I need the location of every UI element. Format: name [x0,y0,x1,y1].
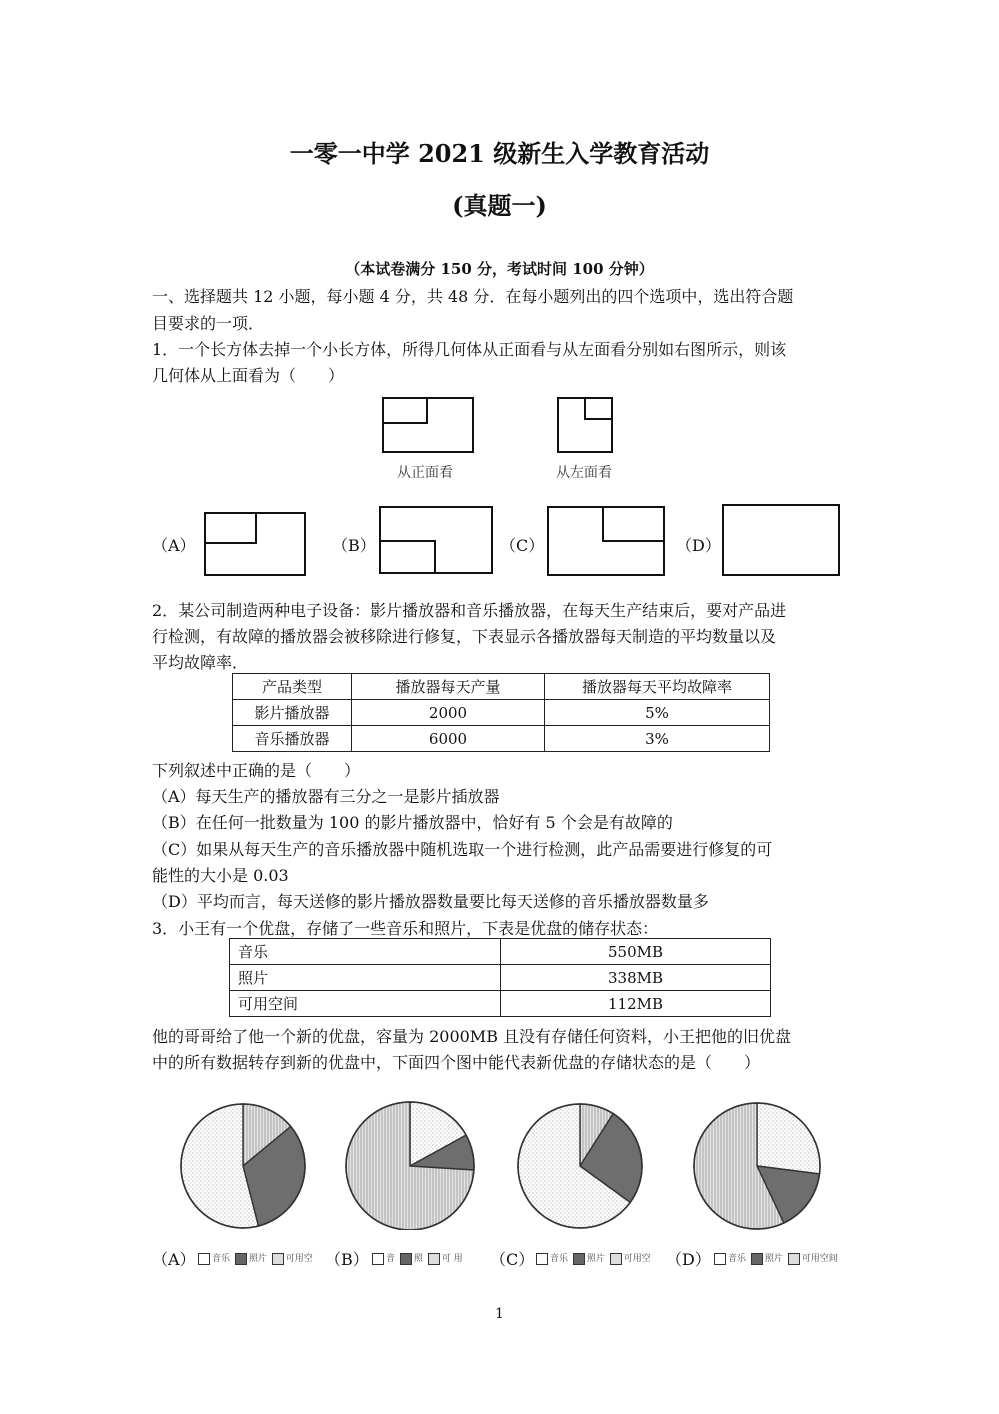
q1-option-c-label: （C） [500,536,545,555]
table-cell: 338MB [501,965,771,991]
q1-text-line-1: 1．一个长方体去掉一个小长方体，所得几何体从正面看与从左面看分别如右图所示，则该 [152,340,787,359]
table-cell: 可用空间 [230,991,501,1017]
legend-label: 照 [413,1254,423,1264]
q1-option-a-figure[interactable] [203,511,307,577]
q2-text-line-2: 行检测，有故障的播放器会被移除进行修复，下表显示各播放器每天制造的平均数量以及 [152,627,777,646]
q3-legend-b [370,1251,463,1265]
free-space-swatch [272,1253,284,1265]
pie-d-slice-music [757,1103,820,1174]
table-row [230,965,771,991]
q2-question: 下列叙述中正确的是（ ） [152,761,361,780]
front-view-caption: 从正面看 [397,465,453,481]
music-swatch [536,1253,548,1265]
q3-text-line-2: 他的哥哥给了他一个新的优盘，容量为 2000MB 且没有存储任何资料，小王把他的旧优盘 [152,1027,792,1046]
legend-label: 可用空间 [801,1254,838,1264]
q3-option-d-label[interactable]: （D） [666,1250,711,1269]
left-view-caption: 从左面看 [556,465,612,481]
page-number: 1 [495,1306,504,1322]
free-space-swatch [788,1253,800,1265]
table-cell: 音乐 [230,939,501,965]
photo-swatch [573,1253,585,1265]
photo-swatch [751,1253,763,1265]
legend-label: 照片 [586,1254,605,1264]
table-cell: 6000 [352,726,545,752]
q1-option-a-label: （A） [152,536,196,555]
music-swatch [372,1253,384,1265]
legend-label: 可用空 [623,1254,651,1264]
table-cell: 5% [545,700,770,726]
q1-option-d-figure[interactable] [721,503,841,577]
q3-option-a-label[interactable]: （A） [152,1250,196,1269]
q2-table [232,673,770,752]
table-header-cell: 播放器每天产量 [352,674,545,700]
legend-label: 音乐 [550,1254,569,1264]
table-cell: 3% [545,726,770,752]
legend-label: 音乐 [212,1254,231,1264]
q2-option-c-line-1[interactable]: （C）如果从每天生产的音乐播放器中随机选取一个进行检测，此产品需要进行修复的可 [152,840,773,859]
table-row [230,991,771,1017]
q2-option-b[interactable]: （B）在任何一批数量为 100 的影片播放器中，恰好有 5 个会是有故障的 [152,813,673,832]
table-row [233,700,770,726]
q2-option-c-line-2: 能性的大小是 0.03 [152,866,289,885]
table-cell: 2000 [352,700,545,726]
table-cell: 影片播放器 [233,700,352,726]
table-cell: 550MB [501,939,771,965]
q3-text-line-3: 中的所有数据转存到新的优盘中，下面四个图中能代表新优盘的存储状态的是（ ） [152,1053,761,1072]
q3-table [229,938,771,1017]
section-intro-line-2: 目要求的一项． [152,314,265,333]
q2-text-line-3: 平均故障率． [152,653,249,672]
page-subtitle: (真题一) [452,191,547,220]
legend-label: 音 [386,1254,396,1264]
q3-option-b-label[interactable]: （B） [325,1250,369,1269]
q3-legend-c [534,1251,651,1265]
q2-option-d[interactable]: （D）平均而言，每天送修的影片播放器数量要比每天送修的音乐播放器数量多 [152,892,709,911]
q3-option-c-label[interactable]: （C） [490,1250,535,1269]
front-view-figure [380,395,480,455]
table-cell: 照片 [230,965,501,991]
q1-option-b-label: （B） [332,536,376,555]
legend-label: 音乐 [728,1254,747,1264]
exam-info: （本试卷满分 150 分，考试时间 100 分钟） [345,260,654,278]
table-header-cell: 播放器每天平均故障率 [545,674,770,700]
free-space-swatch [428,1253,440,1265]
q1-text-line-2: 几何体从上面看为（ ） [152,366,345,385]
music-swatch [714,1253,726,1265]
table-header-cell: 产品类型 [233,674,352,700]
page-title: 一零一中学 2021 级新生入学教育活动 [289,139,710,168]
table-row [233,726,770,752]
q1-option-c-figure[interactable] [546,505,666,577]
legend-label: 可用空 [285,1254,313,1264]
q3-legend-d [712,1251,838,1265]
photo-swatch [235,1253,247,1265]
legend-label: 可 用 [441,1254,463,1264]
photo-swatch [400,1253,412,1265]
q2-option-a[interactable]: （A）每天生产的播放器有三分之一是影片插放器 [152,787,500,806]
q3-legend-a [196,1251,313,1265]
section-intro-line-1: 一、选择题共 12 小题，每小题 4 分，共 48 分．在每小题列出的四个选项中，选出符合题 [152,287,794,306]
q1-option-b-figure[interactable] [378,505,494,575]
music-swatch [198,1253,210,1265]
left-view-figure [555,395,617,455]
table-row [230,939,771,965]
table-header-row [233,674,770,700]
table-cell: 音乐播放器 [233,726,352,752]
free-space-swatch [610,1253,622,1265]
table-cell: 112MB [501,991,771,1017]
q2-text-line-1: 2．某公司制造两种电子设备：影片播放器和音乐播放器，在每天生产结束后，要对产品进 [152,601,787,620]
legend-label: 照片 [764,1254,783,1264]
q3-text: 3．小王有一个优盘，存储了一些音乐和照片，下表是优盘的储存状态： [152,919,659,938]
q1-option-d-label: （D） [676,536,721,555]
legend-label: 照片 [248,1254,267,1264]
q3-pie-charts [0,1080,999,1230]
